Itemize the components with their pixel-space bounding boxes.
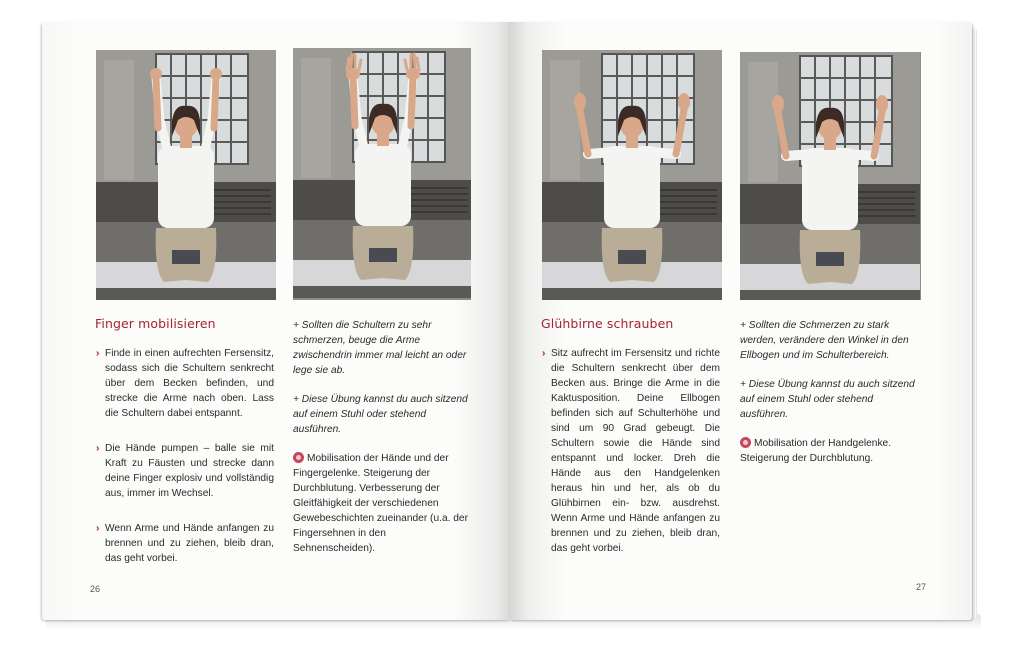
step-text: Finde in einen aufrechten Fersensitz, sodass sich die Schultern senkrecht über dem Becken befinden, und strecke die Arme nach oben. Lass die Schultern dabei entspannt.	[105, 348, 274, 419]
list-item	[96, 441, 274, 501]
notes-column	[740, 318, 922, 466]
list-item	[96, 346, 274, 421]
step-text: Sitz aufrecht im Fersensitz und richte die Schultern senkrecht über dem Becken aus. Bringe die Arme in die Kaktusposition. Deine Ellbogen befinden sich auf Schulterhöhe und sind um 90 Grad gebeugt. Die Schultern sowie die Hände sind entspannt und locker. Dreh die Hände aus den Handgelenken heraus hin und her, als ob du Glühbirnen ein- bzw. ausdrehst. Wenn Arme und Hände anfangen zu brennen und zu ziehen, bleib dran, das geht vorbei.	[551, 348, 720, 554]
left-page	[42, 22, 510, 620]
notes-column	[293, 318, 469, 556]
page-number: 26	[90, 584, 101, 594]
photo-finger-arms-up-1	[96, 50, 276, 300]
benefit-block	[740, 436, 922, 466]
step-text: Die Hände pumpen – balle sie mit Kraft zu Fäusten und strecke dann deine Finger explosiv und vollständig aus, immer im Wechsel.	[105, 443, 274, 499]
tip-note: + Sollten die Schmerzen zu stark werden, verändere den Winkel in den Ellbogen und im Schulterbereich.	[740, 320, 909, 361]
tip-note: + Diese Übung kannst du auch sitzend auf einem Stuhl oder stehend ausführen.	[293, 394, 468, 435]
steps-column	[542, 346, 720, 576]
triangle-right-icon: ›	[96, 523, 100, 534]
list-item	[96, 521, 274, 566]
page-number: 27	[916, 582, 927, 592]
list-item	[542, 346, 720, 556]
benefit-text: Mobilisation der Handgelenke. Steigerung der Durchblutung.	[740, 438, 892, 464]
page-title: Finger mobilisieren	[95, 316, 216, 331]
benefit-block	[293, 451, 469, 556]
tip-note: + Sollten die Schultern zu sehr schmerzen, beuge die Arme zwischendrin immer mal leicht an oder lege sie ab.	[293, 320, 467, 376]
steps-column	[96, 346, 274, 586]
benefit-text: Mobilisation der Hände und der Fingergelenke. Steigerung der Durchblutung. Verbesserung der Gleitfähigkeit der verschiedenen Gewebeschichten zueinander (u.a. der Fingersehnen in den Sehnenscheiden).	[293, 453, 468, 554]
right-page	[510, 22, 972, 620]
triangle-right-icon: ›	[96, 443, 100, 454]
triangle-right-icon: ›	[542, 348, 546, 359]
tip-note: + Diese Übung kannst du auch sitzend auf einem Stuhl oder stehend ausführen.	[740, 379, 915, 420]
triangle-right-icon: ›	[96, 348, 100, 359]
photo-gluehbirne-cactus-2	[740, 52, 921, 300]
flower-dot-icon	[293, 452, 304, 463]
photo-finger-arms-up-2	[293, 48, 471, 300]
step-text: Wenn Arme und Hände anfangen zu brennen und zu ziehen, bleib dran, das geht vorbei.	[105, 523, 274, 564]
page-title: Glühbirne schrauben	[541, 316, 674, 331]
flower-dot-icon	[740, 437, 751, 448]
photo-gluehbirne-cactus-1	[542, 50, 722, 300]
